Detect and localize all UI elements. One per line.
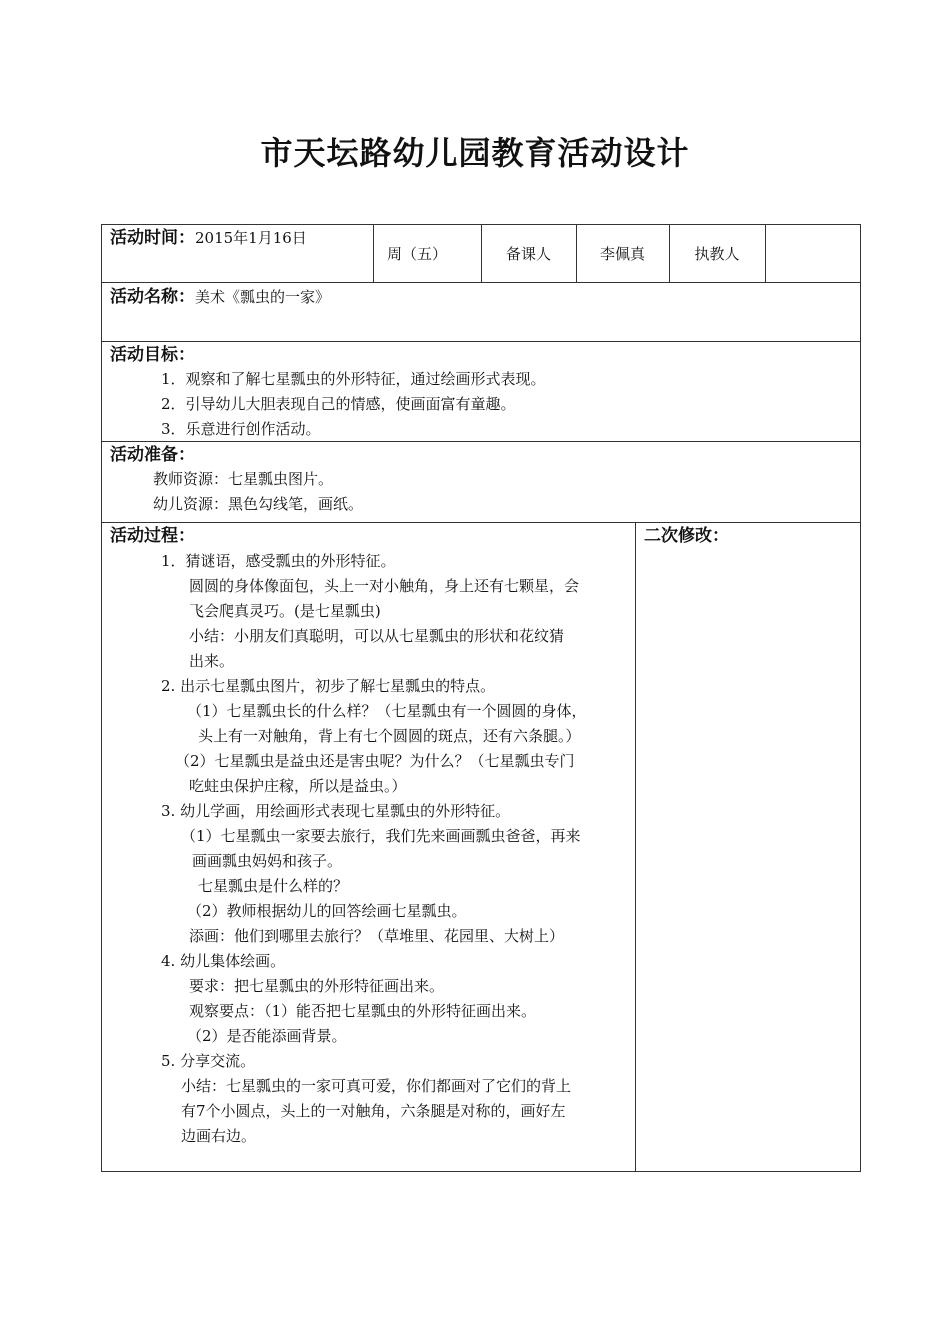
process-line: 小结：七星瓢虫的一家可真可爱，你们都画对了它们的背上	[181, 1077, 572, 1095]
process-line: 1．猜谜语，感受瓢虫的外形特征。	[161, 552, 396, 570]
activity-name-label: 活动名称：	[110, 287, 195, 307]
row-divider	[101, 522, 861, 523]
activity-time-label: 活动时间：	[110, 228, 195, 248]
process-line: （2）七星瓢虫是益虫还是害虫呢？为什么？（七星瓢虫专门	[175, 752, 575, 770]
process-line: 七星瓢虫是什么样的？	[198, 877, 349, 895]
table-border-left	[101, 224, 102, 1172]
process-line: 小结：小朋友们真聪明，可以从七星瓢虫的形状和花纹猜	[189, 627, 565, 645]
page-title: 市天坛路幼儿园教育活动设计	[260, 134, 690, 172]
process-line: 观察要点：（1）能否把七星瓢虫的外形特征画出来。	[189, 1002, 537, 1020]
goal-item: 2．引导幼儿大胆表现自己的情感，使画面富有童趣。	[161, 395, 516, 413]
table-border-bottom	[101, 1171, 861, 1172]
revision-label: 二次修改：	[644, 526, 729, 546]
row-divider	[101, 341, 861, 342]
teacher-label: 执教人	[694, 244, 740, 263]
preparer-label: 备课人	[505, 244, 551, 263]
process-line: 添画：他们到哪里去旅行？（草堆里、花园里、大树上）	[189, 927, 565, 945]
table-border-right	[860, 224, 861, 1172]
process-line: （1）七星瓢虫长的什么样？（七星瓢虫有一个圆圆的身体，	[187, 702, 587, 720]
prep-item: 幼儿资源：黑色勾线笔，画纸。	[153, 495, 364, 513]
process-line: 边画右边。	[181, 1127, 257, 1145]
preparer-name: 李佩真	[599, 244, 645, 263]
process-label: 活动过程：	[110, 526, 195, 546]
process-line: （1）七星瓢虫一家要去旅行，我们先来画画瓢虫爸爸，再来	[181, 827, 581, 845]
activity-name-value: 美术《瓢虫的一家》	[195, 288, 331, 306]
activity-time-cell	[110, 226, 307, 251]
revision-column-divider	[635, 522, 636, 1172]
process-line: 圆圆的身体像面包，头上一对小触角，身上还有七颗星，会	[189, 577, 580, 595]
goal-item: 1．观察和了解七星瓢虫的外形特征，通过绘画形式表现。	[161, 370, 546, 388]
row-divider	[101, 282, 861, 283]
prep-label: 活动准备：	[110, 445, 195, 465]
process-line: 3. 幼儿学画，用绘画形式表现七星瓢虫的外形特征。	[161, 802, 511, 820]
prep-item: 教师资源：七星瓢虫图片。	[153, 470, 334, 488]
process-line: 画画瓢虫妈妈和孩子。	[192, 852, 343, 870]
process-line: 有7个小圆点，头上的一对触角，六条腿是对称的，画好左	[181, 1102, 566, 1120]
process-line: 5. 分享交流。	[161, 1052, 256, 1070]
activity-time-value: 2015年1月16日	[195, 229, 307, 247]
activity-name-cell	[110, 285, 330, 310]
process-line: 头上有一对触角，背上有七个圆圆的斑点，还有六条腿。）	[198, 727, 581, 745]
process-line: （2）是否能添画背景。	[187, 1027, 347, 1045]
weekday-cell: 周（五）	[387, 244, 448, 263]
process-line: 出来。	[189, 652, 235, 670]
teacher-name	[765, 224, 860, 282]
goals-label: 活动目标：	[110, 345, 195, 365]
process-line: 吃蛀虫保护庄稼，所以是益虫。）	[189, 777, 407, 795]
lesson-plan-table	[101, 224, 861, 1172]
process-line: 飞会爬真灵巧。(是七星瓢虫)	[189, 602, 381, 620]
process-line: 2. 出示七星瓢虫图片，初步了解七星瓢虫的特点。	[161, 677, 496, 695]
goal-item: 3．乐意进行创作活动。	[161, 420, 321, 438]
process-line: （2）教师根据幼儿的回答绘画七星瓢虫。	[187, 902, 467, 920]
process-line: 要求：把七星瓢虫的外形特征画出来。	[189, 977, 445, 995]
process-line: 4. 幼儿集体绘画。	[161, 952, 286, 970]
